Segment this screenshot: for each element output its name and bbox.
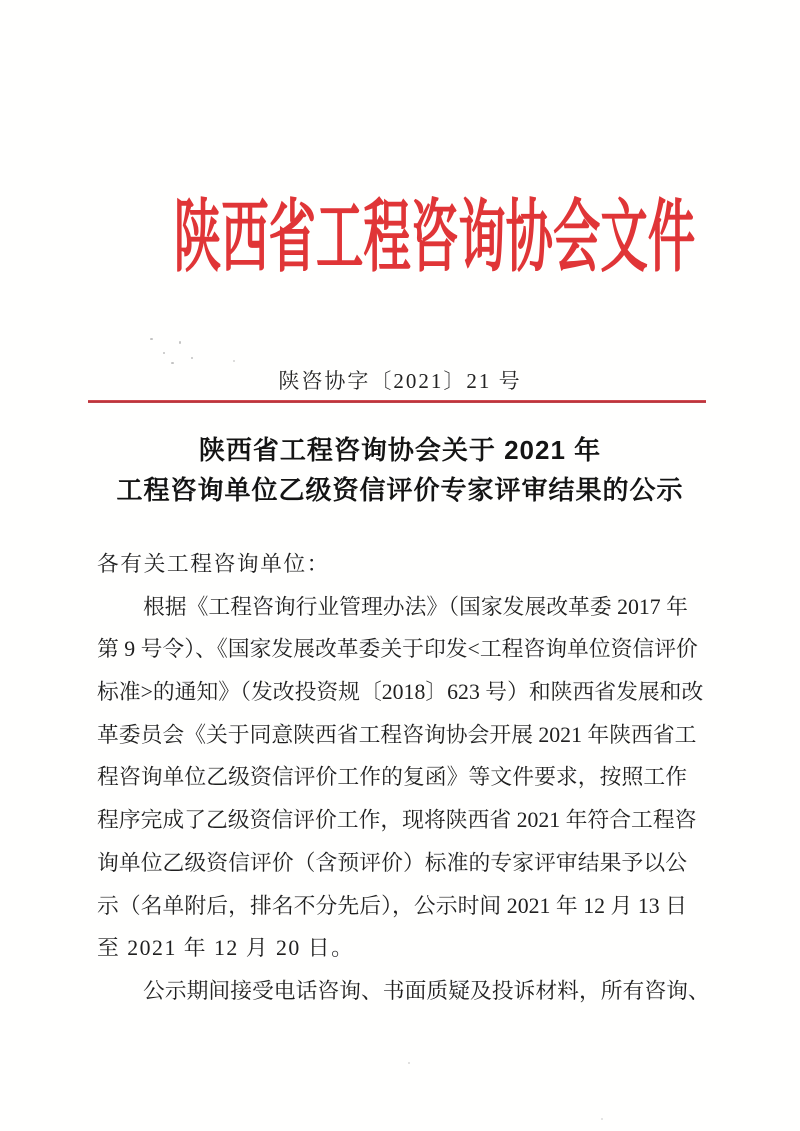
title-line-2: 工程咨询单位乙级资信评价专家评审结果的公示 bbox=[116, 475, 684, 505]
scan-artifact bbox=[408, 1062, 410, 1064]
body-line: 询单位乙级资信评价（含预评价）标准的专家评审结果予以公 bbox=[97, 850, 687, 875]
masthead-title: 陕西省工程咨询协会文件 bbox=[173, 195, 696, 282]
red-divider-line bbox=[88, 400, 706, 403]
body-line: 公示期间接受电话咨询、书面质疑及投诉材料，所有咨询、 bbox=[143, 978, 710, 1003]
body-line: 标准>的通知》（发改投资规〔2018〕623 号）和陕西省发展和改 bbox=[97, 680, 704, 705]
scan-artifact bbox=[179, 341, 181, 344]
scan-artifact bbox=[233, 360, 235, 362]
doc-number: 陕咨协字〔2021〕21 号 bbox=[278, 369, 522, 393]
body-text bbox=[97, 543, 710, 1013]
body-line: 第 9 号令）、《国家发展改革委关于印发<工程咨询单位资信评价 bbox=[97, 637, 698, 662]
body-line: 示（名单附后，排名不分先后），公示时间 2021 年 12 月 13 日 bbox=[97, 893, 687, 918]
masthead bbox=[0, 195, 800, 282]
scan-artifact bbox=[601, 1118, 603, 1120]
scan-artifact bbox=[150, 338, 153, 340]
body-line: 根据《工程咨询行业管理办法》（国家发展改革委 2017 年 bbox=[143, 594, 688, 619]
scan-artifact bbox=[171, 362, 174, 364]
salutation-line: 各有关工程咨询单位： bbox=[97, 552, 330, 576]
body-line: 至 2021 年 12 月 20 日。 bbox=[97, 936, 355, 961]
body-line: 程序完成了乙级资信评价工作，现将陕西省 2021 年符合工程咨 bbox=[97, 808, 697, 833]
scan-artifact bbox=[191, 357, 193, 359]
scan-artifact bbox=[163, 352, 165, 354]
body-line: 程咨询单位乙级资信评价工作的复函》等文件要求，按照工作 bbox=[97, 765, 687, 790]
title-line-1: 陕西省工程咨询协会关于 2021 年 bbox=[198, 435, 602, 465]
document-title bbox=[40, 430, 760, 510]
body-line: 革委员会《关于同意陕西省工程咨询协会开展 2021 年陕西省工 bbox=[97, 722, 697, 747]
